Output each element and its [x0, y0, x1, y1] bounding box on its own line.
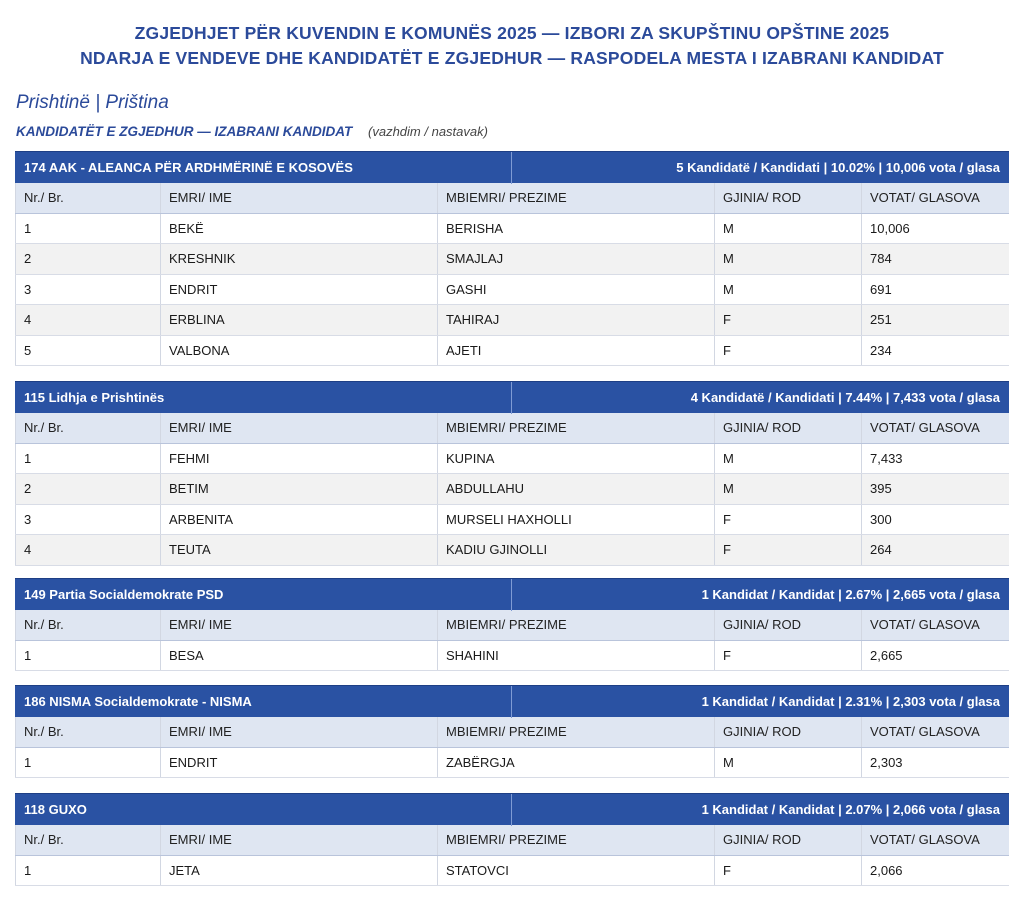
candidate-number: 1 — [15, 641, 161, 671]
column-header-first-name: EMRI/ IME — [161, 183, 438, 213]
column-header-number: Nr./ Br. — [15, 610, 161, 640]
candidate-gender: M — [715, 474, 862, 504]
column-header-row — [15, 183, 1009, 214]
candidate-last-name: TAHIRAJ — [438, 305, 715, 335]
column-header-gender: GJINIA/ ROD — [715, 183, 862, 213]
candidate-last-name: ZABËRGJA — [438, 748, 715, 778]
party-table — [15, 685, 1009, 778]
party-header — [15, 578, 1009, 610]
candidate-first-name: BESA — [161, 641, 438, 671]
candidate-votes: 251 — [870, 312, 892, 328]
candidate-gender: F — [715, 856, 862, 886]
candidate-first-name: KRESHNIK — [161, 244, 438, 274]
candidate-gender: M — [715, 748, 862, 778]
column-header-votes: VOTAT/ GLASOVA — [870, 724, 980, 740]
column-header-first-name: EMRI/ IME — [161, 610, 438, 640]
candidate-number: 1 — [15, 856, 161, 886]
column-header-number: Nr./ Br. — [15, 413, 161, 443]
column-header-last-name: MBIEMRI/ PREZIME — [438, 183, 715, 213]
table-row — [15, 444, 1009, 475]
column-header-first-name: EMRI/ IME — [161, 717, 438, 747]
candidate-first-name: ENDRIT — [161, 275, 438, 305]
column-header-row — [15, 413, 1009, 444]
candidate-number: 1 — [15, 214, 161, 244]
candidate-gender: F — [715, 535, 862, 565]
candidate-last-name: SHAHINI — [438, 641, 715, 671]
section-title — [16, 124, 488, 139]
party-summary: 1 Kandidat / Kandidat | 2.07% | 2,066 vota / glasa — [701, 802, 1000, 817]
candidate-votes: 7,433 — [870, 450, 903, 466]
column-header-row — [15, 825, 1009, 856]
candidate-last-name: KUPINA — [438, 444, 715, 474]
column-header-gender: GJINIA/ ROD — [715, 825, 862, 855]
candidate-first-name: BEKË — [161, 214, 438, 244]
column-header-row — [15, 610, 1009, 641]
column-header-number: Nr./ Br. — [15, 717, 161, 747]
party-header — [15, 381, 1009, 413]
candidate-gender: F — [715, 336, 862, 366]
candidate-last-name: MURSELI HAXHOLLI — [438, 505, 715, 535]
column-header-gender: GJINIA/ ROD — [715, 717, 862, 747]
column-header-votes: VOTAT/ GLASOVA — [870, 832, 980, 848]
candidate-gender: M — [715, 244, 862, 274]
candidate-last-name: KADIU GJINOLLI — [438, 535, 715, 565]
candidate-number: 2 — [15, 244, 161, 274]
municipality-name: Prishtinë | Priština — [16, 92, 169, 113]
party-table — [15, 151, 1009, 366]
column-header-row — [15, 717, 1009, 748]
party-table — [15, 381, 1009, 566]
candidate-first-name: ARBENITA — [161, 505, 438, 535]
candidate-votes: 691 — [870, 281, 892, 297]
party-name: 174 AAK - ALEANCA PËR ARDHMËRINË E KOSOVËS — [24, 160, 353, 175]
candidate-gender: F — [715, 305, 862, 335]
party-header — [15, 685, 1009, 717]
candidate-votes: 395 — [870, 481, 892, 497]
candidate-last-name: SMAJLAJ — [438, 244, 715, 274]
candidate-last-name: AJETI — [438, 336, 715, 366]
column-header-number: Nr./ Br. — [15, 825, 161, 855]
party-name: 149 Partia Socialdemokrate PSD — [24, 587, 224, 602]
party-summary: 4 Kandidatë / Kandidati | 7.44% | 7,433 vota / glasa — [690, 390, 1000, 405]
candidate-first-name: FEHMI — [161, 444, 438, 474]
candidate-number: 3 — [15, 275, 161, 305]
party-header-divider — [511, 686, 512, 718]
candidate-votes: 2,303 — [870, 754, 903, 770]
candidate-first-name: VALBONA — [161, 336, 438, 366]
candidate-gender: M — [715, 214, 862, 244]
column-header-votes: VOTAT/ GLASOVA — [870, 617, 980, 633]
column-header-gender: GJINIA/ ROD — [715, 413, 862, 443]
party-table — [15, 793, 1009, 886]
table-row — [15, 214, 1009, 245]
candidate-number: 1 — [15, 444, 161, 474]
candidate-first-name: JETA — [161, 856, 438, 886]
table-row — [15, 505, 1009, 536]
candidate-first-name: ERBLINA — [161, 305, 438, 335]
candidate-number: 5 — [15, 336, 161, 366]
column-header-number: Nr./ Br. — [15, 183, 161, 213]
candidate-votes: 300 — [870, 511, 892, 527]
column-header-last-name: MBIEMRI/ PREZIME — [438, 413, 715, 443]
document-title-line-1: ZGJEDHJET PËR KUVENDIN E KOMUNËS 2025 — IZBORI ZA SKUPŠTINU OPŠTINE 2025 — [134, 23, 890, 43]
candidate-votes: 2,066 — [870, 862, 903, 878]
column-header-gender: GJINIA/ ROD — [715, 610, 862, 640]
candidate-votes: 234 — [870, 342, 892, 358]
table-row — [15, 535, 1009, 566]
candidate-gender: F — [715, 505, 862, 535]
candidate-votes: 2,665 — [870, 647, 903, 663]
column-header-last-name: MBIEMRI/ PREZIME — [438, 825, 715, 855]
column-header-last-name: MBIEMRI/ PREZIME — [438, 717, 715, 747]
candidate-gender: M — [715, 275, 862, 305]
candidate-gender: F — [715, 641, 862, 671]
party-header — [15, 151, 1009, 183]
candidate-votes: 784 — [870, 251, 892, 267]
candidate-number: 3 — [15, 505, 161, 535]
candidate-last-name: GASHI — [438, 275, 715, 305]
table-row — [15, 474, 1009, 505]
table-row — [15, 336, 1009, 367]
party-name: 115 Lidhja e Prishtinës — [24, 390, 165, 405]
column-header-first-name: EMRI/ IME — [161, 825, 438, 855]
candidate-number: 4 — [15, 535, 161, 565]
candidate-votes: 10,006 — [870, 220, 910, 236]
party-summary: 5 Kandidatë / Kandidati | 10.02% | 10,006 vota / glasa — [676, 160, 1000, 175]
party-header-divider — [511, 794, 512, 826]
party-name: 186 NISMA Socialdemokrate - NISMA — [24, 694, 252, 709]
candidate-first-name: BETIM — [161, 474, 438, 504]
candidate-number: 4 — [15, 305, 161, 335]
party-table — [15, 578, 1009, 671]
table-row — [15, 305, 1009, 336]
document-title-line-2: NDARJA E VENDEVE DHE KANDIDATËT E ZGJEDHUR — RASPODELA MESTA I IZABRANI KANDIDAT — [80, 48, 944, 68]
candidate-first-name: TEUTA — [161, 535, 438, 565]
candidate-gender: M — [715, 444, 862, 474]
column-header-last-name: MBIEMRI/ PREZIME — [438, 610, 715, 640]
party-header-divider — [511, 152, 512, 184]
table-row — [15, 275, 1009, 306]
candidate-last-name: BERISHA — [438, 214, 715, 244]
candidate-last-name: ABDULLAHU — [438, 474, 715, 504]
candidate-first-name: ENDRIT — [161, 748, 438, 778]
candidate-number: 2 — [15, 474, 161, 504]
candidate-number: 1 — [15, 748, 161, 778]
party-summary: 1 Kandidat / Kandidat | 2.31% | 2,303 vota / glasa — [701, 694, 1000, 709]
table-row — [15, 244, 1009, 275]
party-header — [15, 793, 1009, 825]
column-header-votes: VOTAT/ GLASOVA — [870, 190, 980, 206]
table-row — [15, 641, 1009, 672]
continuation-note: (vazhdim / nastavak) — [368, 124, 488, 139]
party-header-divider — [511, 579, 512, 611]
party-summary: 1 Kandidat / Kandidat | 2.67% | 2,665 vota / glasa — [701, 587, 1000, 602]
section-title-text: KANDIDATËT E ZGJEDHUR — IZABRANI KANDIDAT — [16, 124, 353, 139]
column-header-first-name: EMRI/ IME — [161, 413, 438, 443]
table-row — [15, 748, 1009, 779]
party-name: 118 GUXO — [24, 802, 87, 817]
column-header-votes: VOTAT/ GLASOVA — [870, 420, 980, 436]
candidate-votes: 264 — [870, 542, 892, 558]
table-row — [15, 856, 1009, 887]
candidate-last-name: STATOVCI — [438, 856, 715, 886]
party-header-divider — [511, 382, 512, 414]
